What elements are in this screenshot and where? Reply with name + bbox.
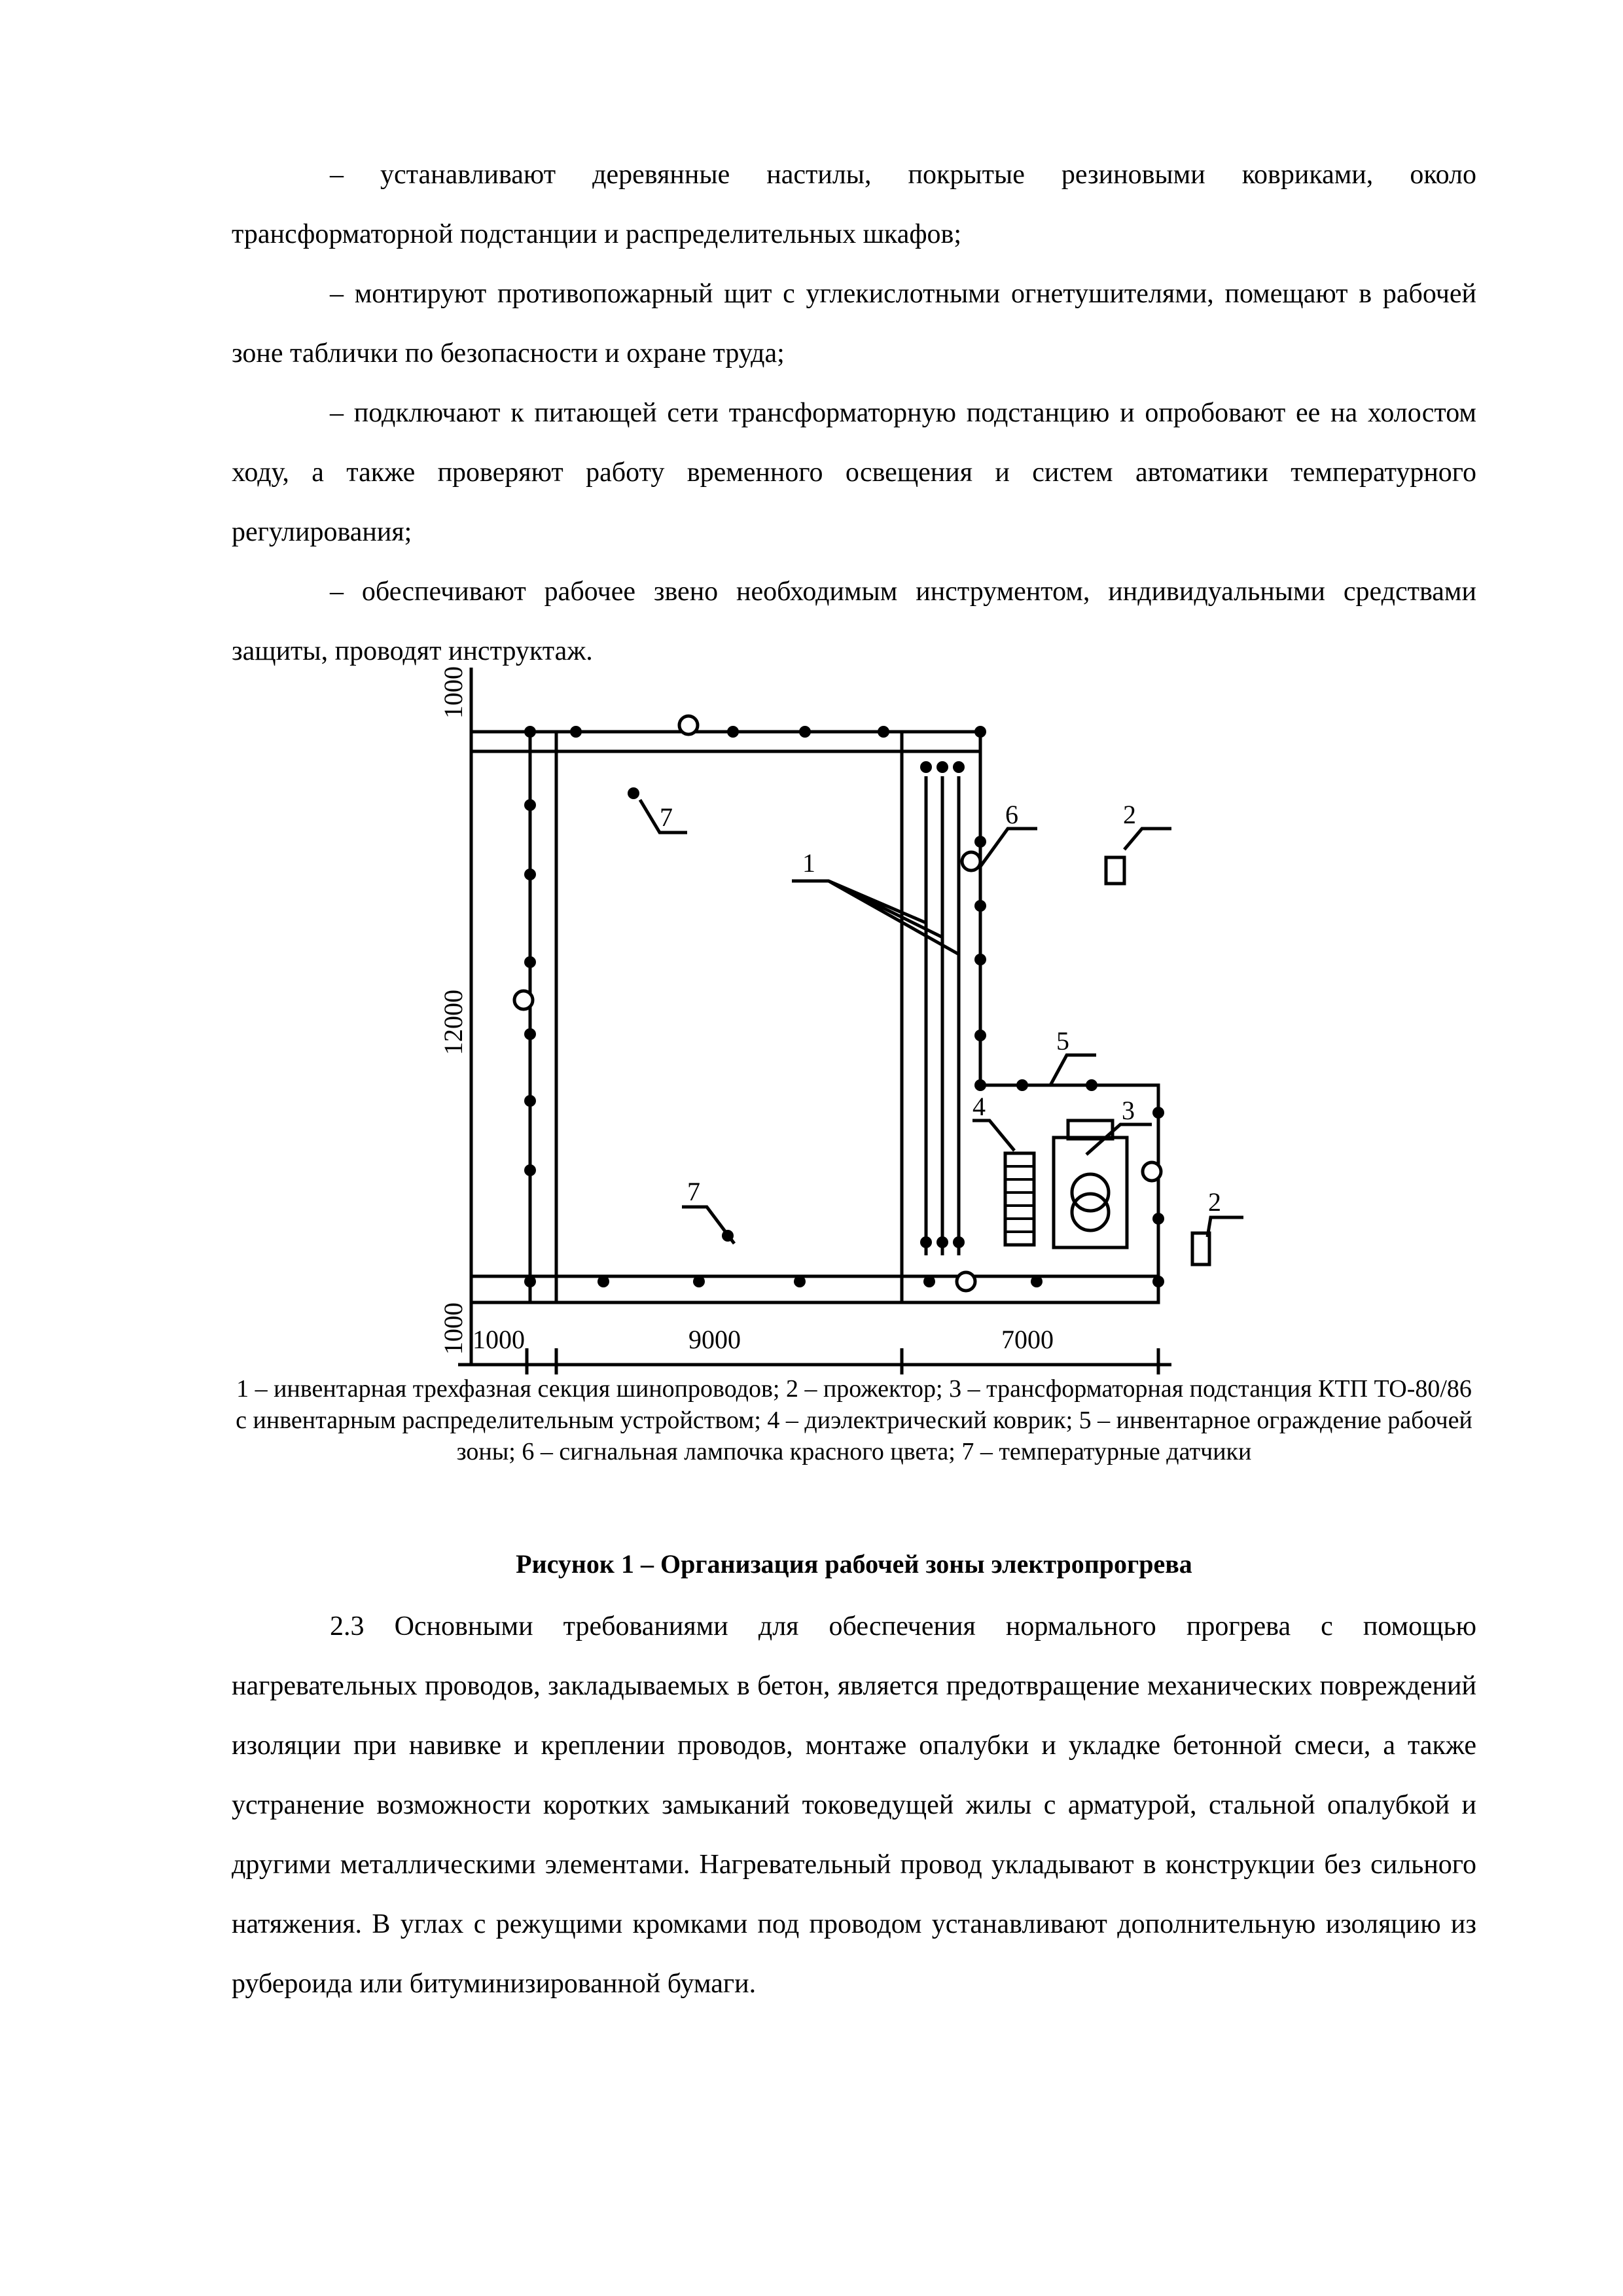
callout-leader-2-bottom	[1207, 1217, 1243, 1237]
dim-label-left-band: 1000	[473, 1325, 525, 1354]
figure-title: Рисунок 1 – Организация рабочей зоны электропрогрева	[516, 1549, 1192, 1579]
list-item: – устанавливают деревянные настилы, покрытые резиновыми ковриками, около трансформаторной подстанции и распределительных шкафов;	[232, 160, 1476, 249]
callout-7-bottom: 7	[687, 1177, 700, 1206]
callout-7-top: 7	[660, 802, 673, 832]
list-item: – подключают к питающей сети трансформаторную подстанцию и опробовают ее на холостом ходу, а также проверяют работу временного освещения и систем автоматики температурного регулирования;	[232, 398, 1476, 547]
callout-2-bottom: 2	[1208, 1187, 1221, 1217]
callout-3: 3	[1122, 1096, 1135, 1125]
paragraph-text: 2.3 Основными требованиями для обеспечения нормального прогрева с помощью нагревательных проводов, закладываемых в бетон, является предотвращение механических повреждений изоляции при навивке и креплении проводов, монтаже опалубки и укладке бетонной смеси, а также устранение возможности коротких замыканий токоведущей жилы с арматурой, стальной опалубкой и другими металлическими элементами. Нагревательный провод укладывают в конструкции без сильного натяжения. В углах с режущими кромками под проводом устанавливают дополнительную изоляцию из рубероида или битуминизированной бумаги.	[232, 1611, 1476, 1999]
callout-5: 5	[1056, 1026, 1069, 1056]
list-item: – обеспечивают рабочее звено необходимым инструментом, индивидуальными средствами защиты, проводят инструктаж.	[232, 577, 1476, 666]
figure-legend: 1 – инвентарная трехфазная секция шинопроводов; 2 – прожектор; 3 – трансформаторная подстанция КТП ТО-80/86 с инвентарным распределительным устройством; 4 – диэлектрический коврик; 5 – инвентарное ограждение рабочей зоны; 6 – сигнальная лампочка красного цвета; 7 – температурные датчики	[236, 1375, 1472, 1465]
callout-4: 4	[972, 1092, 986, 1121]
dim-label-right: 7000	[1001, 1325, 1054, 1354]
callout-leader-1	[792, 881, 959, 954]
main-paragraph	[232, 1597, 1476, 2014]
projector-icon	[1192, 1233, 1209, 1265]
callout-leader-2-top	[1124, 829, 1171, 850]
callout-leader-4	[972, 1121, 1014, 1151]
dim-label-middle: 9000	[688, 1325, 741, 1354]
callout-6: 6	[1005, 800, 1018, 829]
list-item: – монтируют противопожарный щит с углекислотными огнетушителями, помещают в рабочей зоне таблички по безопасности и охране труда;	[232, 279, 1476, 368]
dim-label-height: 12000	[438, 990, 468, 1055]
callout-leader-6	[980, 829, 1037, 867]
projector-icon	[1106, 857, 1124, 884]
callout-1: 1	[802, 848, 815, 878]
dim-label-top-band: 1000	[438, 666, 468, 719]
callout-2-top: 2	[1123, 800, 1136, 829]
dim-label-bottom-band: 1000	[438, 1302, 468, 1355]
